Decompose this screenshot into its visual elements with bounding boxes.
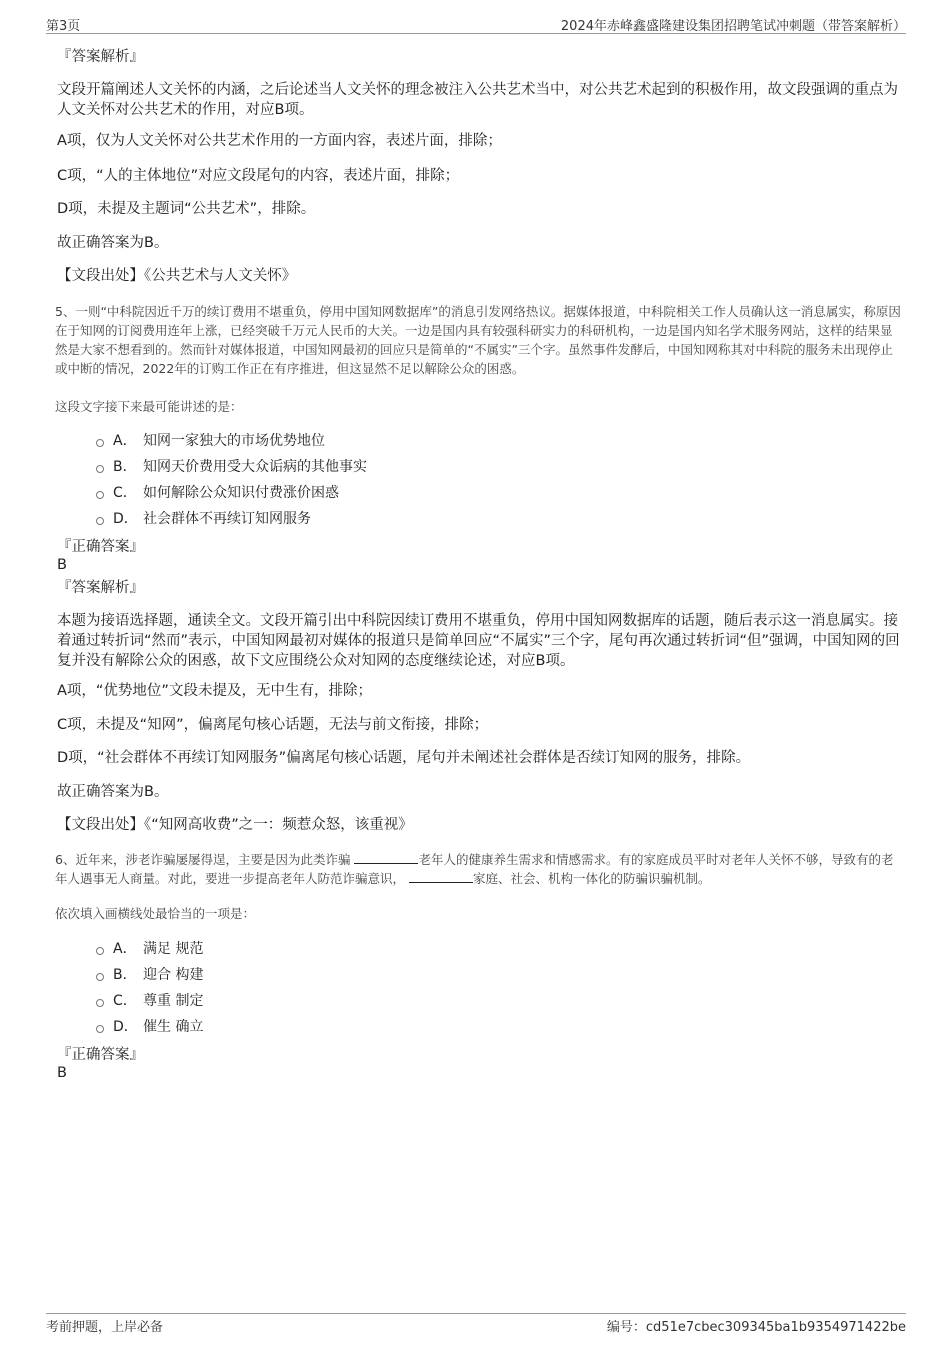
q5-analysis-text: 本题为接语选择题，通读全文。文段开篇引出中科院因续订费用不堪重负，停用中国知网数据库的话题，随后表示这一消息属实。接着通过转折词“然而”表示，中国知网最初对媒体的报道只是简单回应“不属实”三个字，尾句再次通过转折词“但”强调，中国知网的回复并没有解除公众的困惑，故下文应围绕公众对知网的态度继续论述，对应B项。 <box>57 613 900 669</box>
document-id: 编号：cd51e7cbec309345ba1b9354971422be <box>606 1320 906 1335</box>
q5-analysis-label: 『答案解析』 <box>57 580 144 596</box>
q5-option-b[interactable]: B． 知网天价费用受大众诟病的其他事实 <box>96 457 367 477</box>
q6-option-c[interactable]: C． 尊重 制定 <box>96 991 203 1011</box>
q6-question-text: 6、近年来，涉老诈骗屡屡得逞，主要是因为此类诈骗 老年人的健康养生需求和情感需求。有的家庭成员平时对老年人关怀不够，导致有的老年人遇事无人商量。对此，要进一步提高老年人防范诈骗意识， 家庭、社会、机构一体化的防骗识骗机制。 <box>55 852 894 886</box>
q5-analysis-d: D项，“社会群体不再续订知网服务”偏离尾句核心话题，尾句并未阐述社会群体是否续订知网的服务，排除。 <box>57 750 751 766</box>
q4-analysis-c: C项，“人的主体地位”对应文段尾句的内容，表述片面，排除； <box>57 168 460 184</box>
radio-icon[interactable] <box>96 517 104 525</box>
radio-icon[interactable] <box>96 947 104 955</box>
q6-answer-label: 『正确答案』 <box>57 1047 144 1063</box>
q4-conclusion: 故正确答案为B。 <box>57 235 169 251</box>
footer-slogan: 考前押题，上岸必备 <box>46 1320 164 1335</box>
q6-option-b[interactable]: B． 迎合 构建 <box>96 965 203 985</box>
q5-conclusion: 故正确答案为B。 <box>57 784 169 800</box>
q6-option-d[interactable]: D． 催生 确立 <box>96 1017 203 1037</box>
page-number: 第3页 <box>46 19 81 34</box>
q6-answer: B <box>57 1065 67 1081</box>
page-footer <box>46 1313 906 1335</box>
radio-icon[interactable] <box>96 999 104 1007</box>
q5-answer-label: 『正确答案』 <box>57 539 144 555</box>
q5-question-text: 5、一则“中科院因近千万的续订费用不堪重负，停用中国知网数据库”的消息引发网络热议。据媒体报道，中科院相关工作人员确认这一消息属实，称原因在于知网的订阅费用连年上涨，已经突破千万元人民币的大关。一边是国内具有较强科研实力的科研机构，一边是国内知名学术服务网站，这样的结果显然是大家不想看到的。然而针对媒体报道，中国知网最初的回应只是简单的“不属实”三个字。虽然事件发酵后，中国知网称其对中科院的服务未出现停止或中断的情况，2022年的订购工作正在有序推进，但这显然不足以解除公众的困惑。 <box>55 304 901 376</box>
document-title: 2024年赤峰鑫盛隆建设集团招聘笔试冲刺题（带答案解析） <box>560 19 906 34</box>
q4-analysis-a: A项，仅为人文关怀对公共艺术作用的一方面内容，表述片面，排除； <box>57 133 502 149</box>
q4-source: 【文段出处】《公共艺术与人文关怀》 <box>57 268 297 284</box>
blank-line-1 <box>354 851 418 864</box>
radio-icon[interactable] <box>96 439 104 447</box>
q5-answer: B <box>57 557 67 573</box>
q5-option-a[interactable]: A． 知网一家独大的市场优势地位 <box>96 431 325 451</box>
q5-option-c[interactable]: C． 如何解除公众知识付费涨价困惑 <box>96 483 339 503</box>
radio-icon[interactable] <box>96 973 104 981</box>
q5-source: 【文段出处】《“知网高收费”之一：频惹众怒，该重视》 <box>57 817 413 833</box>
q4-analysis-text: 文段开篇阐述人文关怀的内涵，之后论述当人文关怀的理念被注入公共艺术当中，对公共艺术起到的积极作用，故文段强调的重点为人文关怀对公共艺术的作用，对应B项。 <box>57 82 898 118</box>
q6-prompt: 依次填入画横线处最恰当的一项是： <box>55 906 256 921</box>
page-header <box>46 15 906 34</box>
q5-analysis-a: A项，“优势地位”文段未提及，无中生有，排除； <box>57 683 372 699</box>
q5-prompt: 这段文字接下来最可能讲述的是： <box>55 399 243 414</box>
radio-icon[interactable] <box>96 465 104 473</box>
q5-option-d[interactable]: D． 社会群体不再续订知网服务 <box>96 509 311 529</box>
q6-option-a[interactable]: A． 满足 规范 <box>96 939 203 959</box>
blank-line-2 <box>409 870 473 883</box>
q5-analysis-c: C项，未提及“知网”，偏离尾句核心话题，无法与前文衔接，排除； <box>57 717 489 733</box>
radio-icon[interactable] <box>96 491 104 499</box>
q4-analysis-d: D项，未提及主题词“公共艺术”，排除。 <box>57 201 316 217</box>
radio-icon[interactable] <box>96 1025 104 1033</box>
q4-analysis-label: 『答案解析』 <box>57 49 144 65</box>
